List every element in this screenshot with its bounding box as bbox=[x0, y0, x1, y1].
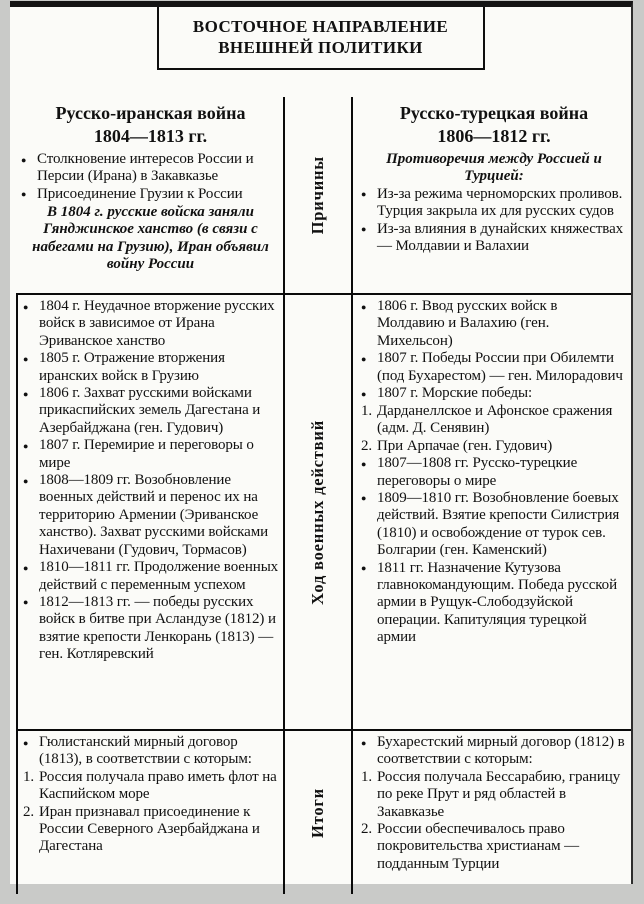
list-item-text: 1812—1813 гг. — победы русских войск в битве при Асландузе (1812) и взятие крепости Ленкорань (1813) — ген. Котляревский bbox=[39, 593, 276, 663]
list-item-text: Присоединение Грузии к России bbox=[37, 185, 243, 202]
bullet-marker: 2. bbox=[23, 803, 35, 820]
iran-actions-list bbox=[22, 298, 281, 664]
list-item-text: Гюлистанский мирный договор (1813), в соответствии с которым: bbox=[39, 734, 252, 768]
list-item-text: 1807 г. Морские победы: bbox=[377, 385, 533, 402]
list-item bbox=[22, 559, 281, 594]
list-item bbox=[20, 204, 281, 274]
iran-results-list bbox=[22, 734, 281, 856]
list-item-text: 1811 гг. Назначение Кутузова главнокомандующим. Победа русской армии в Рущук-Слободзуйской операции. Капитуляция турецкой армии bbox=[377, 559, 618, 646]
list-item bbox=[22, 734, 281, 769]
turkey-actions-list bbox=[360, 298, 628, 647]
page bbox=[10, 1, 633, 884]
list-item bbox=[20, 186, 281, 204]
bullet-marker: ● bbox=[23, 597, 29, 608]
list-item-text: При Арпачае (ген. Гудович) bbox=[377, 437, 553, 454]
list-item-text: В 1804 г. русские войска заняли Гянджинское ханство (в связи с набегами на Грузию), Иран объявил войну России bbox=[32, 203, 269, 272]
bullet-marker: ● bbox=[361, 224, 367, 235]
cell-label-causes bbox=[283, 97, 353, 295]
list-item bbox=[22, 437, 281, 472]
column-header-turkey-years: 1806—1812 гг. bbox=[437, 126, 551, 146]
bullet-marker: ● bbox=[361, 301, 367, 312]
cell-turkey-actions bbox=[353, 295, 631, 731]
row-label-results: Итоги bbox=[308, 787, 327, 838]
list-item bbox=[360, 734, 628, 769]
title-box bbox=[157, 7, 485, 70]
list-item bbox=[360, 298, 628, 350]
bullet-marker: 1. bbox=[361, 768, 373, 785]
list-item bbox=[22, 298, 281, 350]
list-item-text: Из-за влияния в дунайских княжествах — Молдавии и Валахии bbox=[377, 220, 624, 255]
list-item-text: России обеспечивалось право покровительства христианам — подданным Турции bbox=[377, 821, 580, 872]
list-item bbox=[360, 490, 628, 560]
column-header-turkey bbox=[360, 102, 628, 148]
bullet-marker: ● bbox=[23, 737, 29, 748]
list-item bbox=[360, 151, 628, 186]
list-item bbox=[360, 221, 628, 256]
list-item-text: 1806 г. Захват русскими войсками прикаспийских земель Дагестана и Азербайджана (ген. Гудович) bbox=[39, 385, 261, 436]
list-item bbox=[360, 403, 628, 438]
turkey-causes-list bbox=[360, 151, 628, 255]
bullet-marker: ● bbox=[361, 189, 367, 200]
list-item-text: 1807—1808 гг. Русско-турецкие переговоры о мире bbox=[377, 455, 578, 489]
cell-turkey-causes bbox=[353, 97, 631, 295]
column-header-iran-years: 1804—1813 гг. bbox=[93, 126, 208, 146]
list-item-text: Бухарестский мирный договор (1812) в соответствии с которым: bbox=[377, 734, 625, 768]
list-item bbox=[360, 769, 628, 821]
list-item-text: Дарданеллское и Афонское сражения (адм. Д. Сенявин) bbox=[377, 402, 613, 437]
bullet-marker: 2. bbox=[361, 821, 373, 838]
list-item bbox=[22, 804, 281, 856]
column-header-iran-title: Русско-иранская война bbox=[55, 103, 246, 123]
bullet-marker: 2. bbox=[361, 437, 373, 454]
bullet-marker: ● bbox=[23, 440, 29, 451]
list-item-text: 1805 г. Отражение вторжения иранских войск в Грузию bbox=[39, 350, 225, 384]
bullet-marker: ● bbox=[361, 388, 367, 399]
list-item-text: 1809—1810 гг. Возобновление боевых действий. Взятие крепости Силистрия (1810) и освобождение от турок сев. Болгарии (ген. Каменский) bbox=[377, 489, 620, 559]
list-item bbox=[360, 455, 628, 490]
page-title-line2: ВНЕШНЕЙ ПОЛИТИКИ bbox=[218, 38, 423, 57]
comparison-table bbox=[16, 97, 631, 894]
bullet-marker: ● bbox=[361, 737, 367, 748]
bullet-marker: ● bbox=[361, 353, 367, 364]
cell-turkey-results bbox=[353, 731, 631, 894]
bullet-marker: ● bbox=[361, 563, 367, 574]
bullet-marker: 1. bbox=[23, 768, 35, 785]
bullet-marker: ● bbox=[21, 154, 27, 165]
list-item-text: 1807 г. Перемирие и переговоры о мире bbox=[39, 437, 254, 471]
cell-label-results bbox=[283, 731, 353, 894]
list-item bbox=[22, 350, 281, 385]
turkey-results-list bbox=[360, 734, 628, 873]
row-label-causes: Причины bbox=[308, 155, 327, 235]
list-item bbox=[360, 385, 628, 403]
column-header-turkey-title: Русско-турецкая война bbox=[399, 103, 589, 123]
list-item-text: 1807 г. Победы России при Обилемти (под Бухарестом) — ген. Милорадович bbox=[377, 350, 623, 384]
list-item bbox=[20, 151, 281, 186]
list-item-text: Противоречия между Россией и Турцией: bbox=[386, 151, 602, 185]
bullet-marker: ● bbox=[361, 493, 367, 504]
bullet-marker: ● bbox=[23, 353, 29, 364]
bullet-marker: ● bbox=[23, 388, 29, 399]
list-item-text: Россия получала Бессарабию, границу по реке Прут и ряд областей в Закавказье bbox=[377, 768, 621, 820]
bullet-marker: ● bbox=[23, 475, 29, 486]
cell-iran-actions bbox=[16, 295, 283, 731]
column-header-iran bbox=[20, 102, 281, 148]
list-item-text: Россия получала право иметь флот на Каспийском море bbox=[39, 768, 277, 803]
cell-label-actions bbox=[283, 295, 353, 731]
list-item bbox=[360, 186, 628, 221]
list-item-text: Иран признавал присоединение к России Северного Азербайджана и Дагестана bbox=[39, 803, 260, 855]
bullet-marker: ● bbox=[23, 562, 29, 573]
bullet-marker: ● bbox=[23, 301, 29, 312]
list-item bbox=[22, 769, 281, 804]
iran-causes-list bbox=[20, 151, 281, 273]
cell-iran-causes bbox=[16, 97, 283, 295]
list-item bbox=[22, 385, 281, 437]
bullet-marker: ● bbox=[361, 458, 367, 469]
cell-iran-results bbox=[16, 731, 283, 894]
list-item bbox=[22, 472, 281, 559]
list-item-text: Из-за режима черноморских проливов. Турция закрыла их для русских судов bbox=[377, 185, 623, 220]
list-item bbox=[360, 821, 628, 873]
list-item-text: 1808—1809 гг. Возобновление военных действий и перенос их на территорию Армении (Эриванское ханство). Захват русскими войсками Нахичевани (Гудович, Тормасов) bbox=[39, 472, 269, 558]
list-item bbox=[360, 438, 628, 455]
bullet-marker: ● bbox=[21, 189, 27, 200]
list-item bbox=[360, 560, 628, 647]
page-title-line1: ВОСТОЧНОЕ НАПРАВЛЕНИЕ bbox=[192, 17, 449, 36]
list-item bbox=[22, 594, 281, 664]
list-item-text: 1810—1811 гг. Продолжение военных действий с переменным успехом bbox=[39, 559, 279, 593]
list-item bbox=[360, 350, 628, 385]
row-label-actions: Ход военных действий bbox=[308, 419, 327, 605]
list-item-text: 1804 г. Неудачное вторжение русских войск в зависимое от Ирана Эриванское ханство bbox=[39, 298, 275, 349]
list-item-text: 1806 г. Ввод русских войск в Молдавию и Валахию (ген. Михельсон) bbox=[377, 298, 558, 349]
bullet-marker: 1. bbox=[361, 402, 373, 419]
list-item-text: Столкновение интересов России и Персии (Ирана) в Закавказье bbox=[37, 151, 254, 185]
